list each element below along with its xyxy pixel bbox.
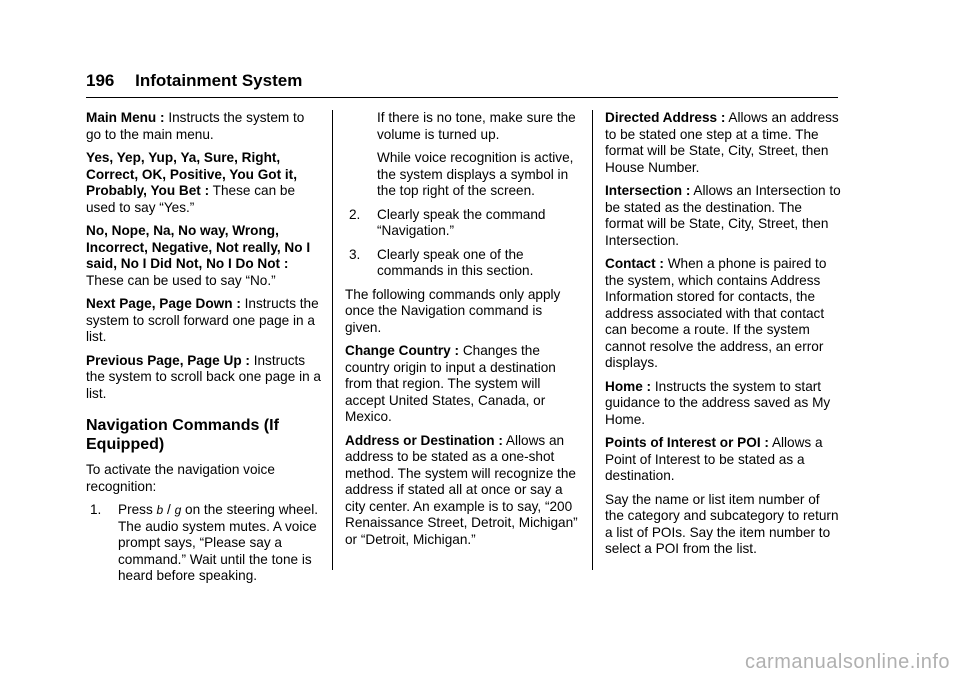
definition-entry: Change Country : Changes the country origin to input a destination from that region. The system will accept United States, Canada, or Mexico. bbox=[345, 343, 556, 424]
definition-entry: Intersection : Allows an Intersection to be stated as the destination. The format will be State, City, Street, then Intersection. bbox=[605, 183, 841, 248]
column-1 bbox=[86, 110, 322, 592]
body-paragraph: Say the name or list item number of the category and subcategory to return a list of POIs. Say the item number to select a POI from the list. bbox=[605, 491, 839, 556]
definition-entry: Directed Address : Allows an address to be stated one step at a time. The format will be State, City, Street, then House Number. bbox=[605, 110, 839, 175]
step-continuation: If there is no tone, make sure the volume is turned up. bbox=[377, 110, 576, 142]
definition-entry: No, Nope, Na, No way, Wrong, Incorrect, Negative, Not really, No I said, No I Did Not, No I Do Not : These can be used to say “No.” bbox=[86, 223, 311, 288]
intro-paragraph: To activate the navigation voice recognition: bbox=[86, 462, 275, 494]
column-3 bbox=[605, 110, 841, 565]
page-header bbox=[86, 70, 838, 98]
step-1: 1. Press b / g on the steering wheel. The audio system mutes. A voice prompt says, “Please say a command.” Wait until the tone is heard before speaking. bbox=[90, 502, 319, 583]
definition-entry: Contact : When a phone is paired to the system, which contains Address Information stored for contacts, the address associated with that contact can become a route. If the system cannot resolve the address, an error displays. bbox=[605, 256, 827, 370]
column-2 bbox=[345, 110, 581, 555]
step-3: 3. Clearly speak one of the commands in this section. bbox=[349, 246, 534, 278]
definition-entry: Points of Interest or POI : Allows a Point of Interest to be stated as a destination. bbox=[605, 435, 823, 483]
push-to-talk-icon: b bbox=[156, 503, 164, 517]
definition-entry: Main Menu : Instructs the system to go to the main menu. bbox=[86, 110, 305, 142]
definition-entry: Yes, Yep, Yup, Ya, Sure, Right, Correct, OK, Positive, You Got it, Probably, You Bet : These can be used to say “Yes.” bbox=[86, 150, 297, 215]
watermark-text: carmanualsonline.info bbox=[744, 651, 950, 673]
definition-entry: Home : Instructs the system to start guidance to the address saved as My Home. bbox=[605, 378, 831, 427]
page-title: Infotainment System bbox=[135, 71, 303, 90]
step-number: 1. bbox=[90, 502, 102, 517]
step-number: 3. bbox=[349, 246, 361, 262]
column-divider-2 bbox=[592, 110, 593, 570]
step-number: 2. bbox=[349, 206, 361, 222]
definition-entry: Address or Destination : Allows an address to be stated as a one-shot method. The system will recognize the address if stated all at once or say a city center. An example is to say, “200 Renaissance Street, Detroit, Michigan” or “Detroit, Michigan.” bbox=[345, 432, 578, 547]
page-number: 196 bbox=[86, 71, 115, 90]
step-2: 2. Clearly speak the command “Navigation.” bbox=[349, 206, 546, 238]
step-continuation: While voice recognition is active, the system displays a symbol in the top right of the screen. bbox=[377, 150, 574, 198]
body-paragraph: The following commands only apply once the Navigation command is given. bbox=[345, 286, 561, 335]
definition-entry: Previous Page, Page Up : Instructs the system to scroll back one page in a list. bbox=[86, 352, 321, 401]
section-heading: Navigation Commands (If Equipped) bbox=[86, 417, 279, 453]
column-divider-1 bbox=[332, 110, 333, 570]
voice-recognition-icon: g bbox=[174, 503, 182, 517]
definition-entry: Next Page, Page Down : Instructs the system to scroll forward one page in a list. bbox=[86, 296, 319, 344]
